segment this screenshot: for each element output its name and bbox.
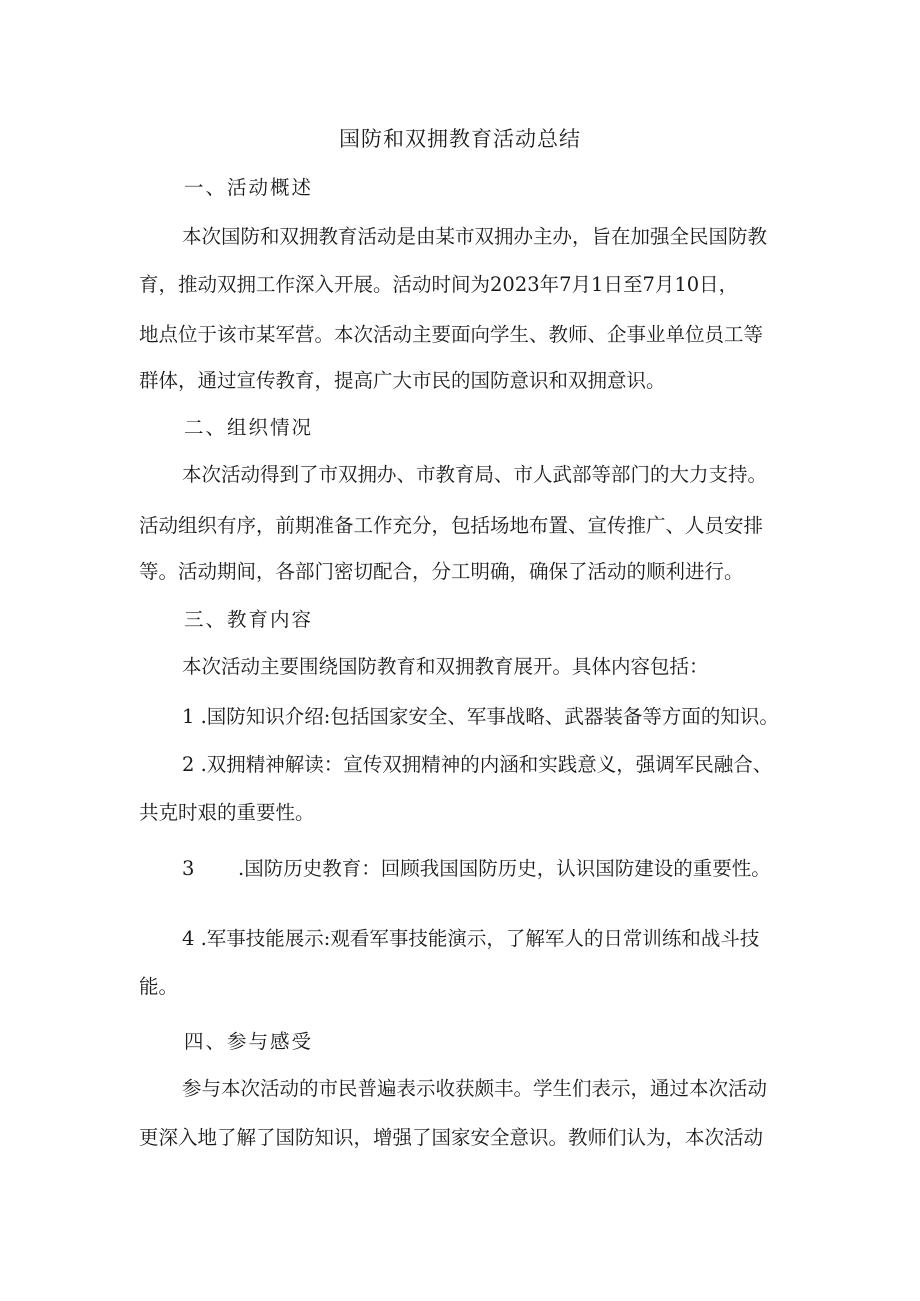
paragraph-line: 群体，通过宣传教育，提高广大市民的国防意识和双拥意识。 (139, 369, 666, 392)
list-item: 2 .双拥精神解读：宣传双拥精神的内涵和实践意义，强调军民融合、 (182, 753, 773, 776)
section-heading-content: 三、教育内容 (184, 608, 314, 631)
paragraph-line: 地点位于该市某军营。本次活动主要面向学生、教师、企事业单位员工等 (139, 323, 764, 346)
list-item-continuation: 共克时艰的重要性。 (139, 801, 315, 824)
paragraph-line: 育，推动双拥工作深入开展。活动时间为2023年7月1日至7月10日， (139, 273, 739, 296)
list-item-number: 3 (182, 857, 195, 880)
list-item: 4 .军事技能展示:观看军事技能演示，了解军人的日常训练和战斗技 (182, 927, 760, 950)
list-item-continuation: 能。 (139, 975, 179, 998)
paragraph-line: 更深入地了解了国防知识，增强了国家安全意识。教师们认为，本次活动 (139, 1126, 764, 1149)
paragraph-line: 本次国防和双拥教育活动是由某市双拥办主办，旨在加强全民国防教 (182, 225, 768, 248)
section-heading-overview: 一、活动概述 (184, 176, 314, 199)
section-heading-organization: 二、组织情况 (184, 416, 314, 439)
section-heading-feelings: 四、参与感受 (184, 1030, 314, 1053)
paragraph-line: 参与本次活动的市民普遍表示收获颇丰。学生们表示，通过本次活动 (182, 1077, 768, 1100)
paragraph-line: 本次活动得到了市双拥办、市教育局、市人武部等部门的大力支持。 (182, 463, 768, 486)
paragraph-line: 本次活动主要围绕国防教育和双拥教育展开。具体内容包括： (182, 655, 709, 678)
paragraph-line: 等。活动期间，各部门密切配合，分工明确，确保了活动的顺利进行。 (139, 560, 744, 583)
list-item: .国防历史教育：回顾我国国防历史，认识国防建设的重要性。 (238, 857, 771, 880)
list-item: 1 .国防知识介绍:包括国家安全、军事战略、武器装备等方面的知识。 (182, 705, 779, 728)
document-title: 国防和双拥教育活动总结 (339, 127, 581, 151)
paragraph-line: 活动组织有序，前期准备工作充分，包括场地布置、宣传推广、人员安排 (139, 514, 764, 537)
